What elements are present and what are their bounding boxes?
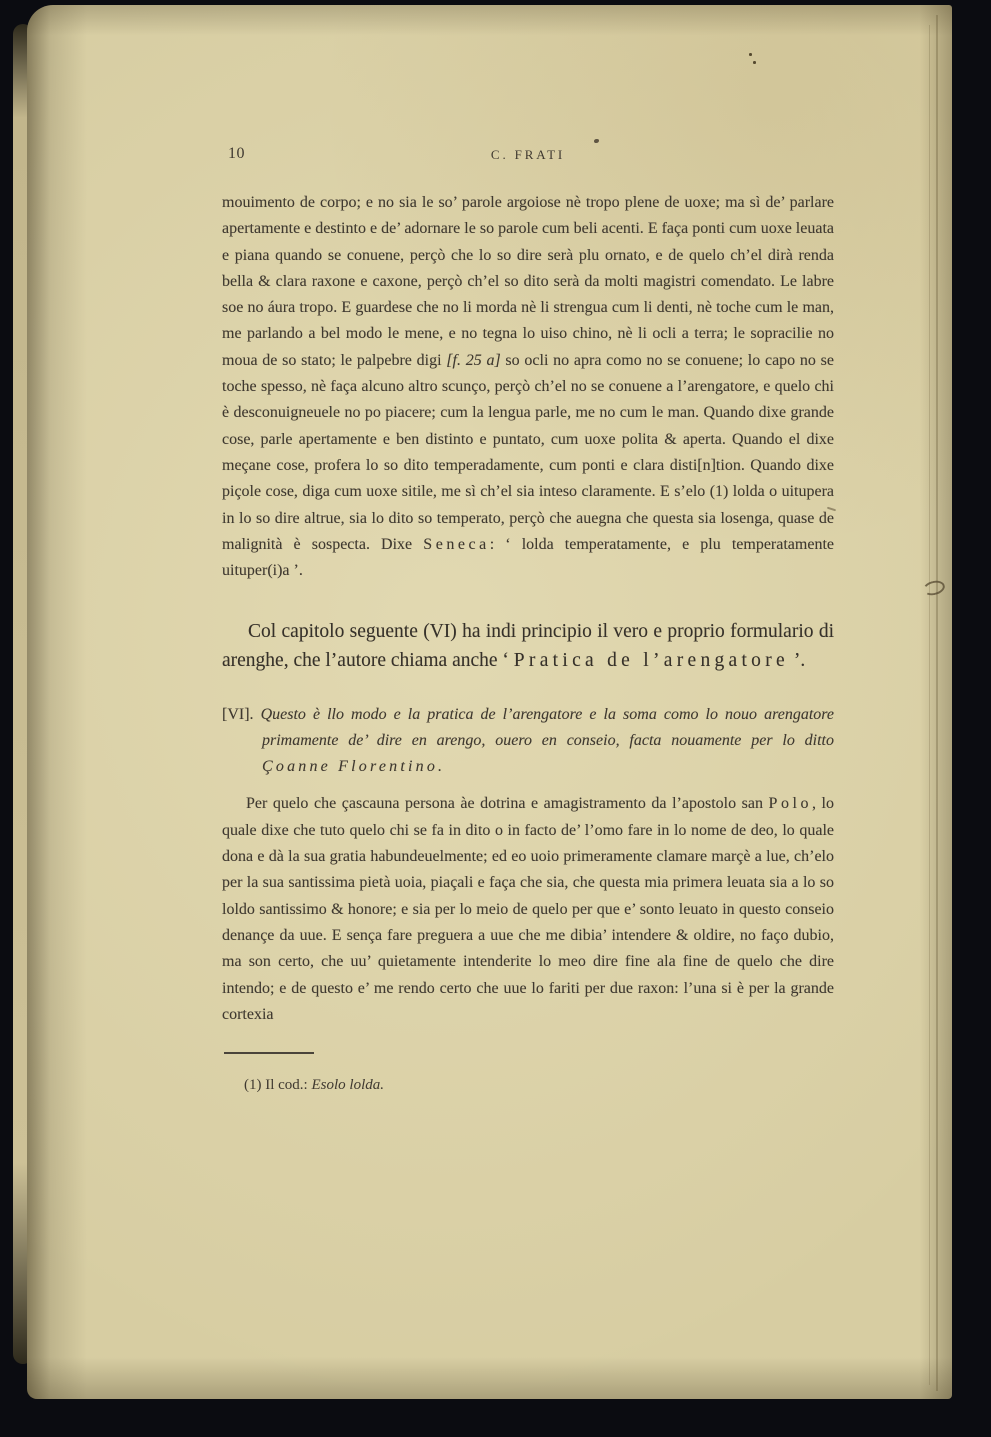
dust-specks [749,53,759,67]
text-segment: Per quelo che çascauna persona àe dotrina e amagistramento da l’apostolo san [246,795,769,813]
ink-speck [594,139,599,143]
text-column [222,145,834,1097]
text-segment: Esolo lolda. [311,1076,384,1093]
page-edge-mark [922,579,947,598]
text-segment: so ocli no apra como no se conuene; lo capo no se toche spesso, nè faça alcuno altro scunço, perçò ch’el no se conuene a l’arengatore, e quelo chi è desconuigneuele no po piacere; cum la lengua parle, me no cum le man. Quando dixe grande cose, parle apertamente e ben distinto e puntato, cum uoxe polita & aperta. Quando el dixe meçane cose, profera lo so dito temperadamente, cum ponti e clara disti[n]tion. Quando dixe piçole cose, diga cum uoxe sitile, me sì ch’el sia inteso claramente. E s’elo (1) lolda o uitupera in lo so dire altrue, sia lo dito so temperato, perçò che auegna che questa sia losenga, quase de malignità è sospecta. Dixe [222,351,834,553]
text-segment: ’. [788,650,806,672]
rubric-paragraph [222,702,834,780]
running-head: C. FRATI [490,147,566,162]
page-header [222,145,834,167]
text-segment: Polo [768,795,812,813]
text-segment: (1) Il cod.: [244,1076,312,1093]
text-segment: Col capitolo seguente (VI) ha indi principio il vero e proprio formulario di arenghe, che l’autore chiama anche ‘ [222,621,834,672]
paragraphs-container [222,190,834,1028]
text-segment: [VI]. [222,706,261,724]
text-segment: Çoanne Florentino [262,758,439,776]
page-fore-edge-line-inner [929,25,930,1385]
text-segment: mouimento de corpo; e no sia le so’ parole argoiose nè tropo plene de uoxe; ma sì de’ parlare apertamente e destinto e de’ adornare le so parole cum beli acenti. E faça ponti cum uoxe leuata e piana quando se conuene, perçò che lo so dire serà plu ornato, e de quelo ch’el dirà renda bella & clara raxone e caxone, perçò ch’el so dito serà da molti magistri comendato. Le labre soe no áura tropo. E guardese che no li morda nè li strengua cum li denti, nè toche cum le man, me parlando a bel modo le mene, e no tegna lo uiso chino, nè li ocli a terra; le sopracilie no moua de so stato; le palpebre digi [222,194,834,369]
page-fore-edge-line [936,15,938,1391]
footnote-rule [224,1052,314,1054]
text-segment: Questo è llo modo e la pratica de l’arengatore e la soma como lo nouo arengatore primamente de’ dire en arengo, ouero en conseio, facta nouamente per lo ditto [260,706,834,750]
page-number: 10 [228,145,245,162]
text-segment: Pratica de l’arengatore [513,650,789,672]
text-segment: . [438,758,443,776]
text-segment: Seneca [423,535,490,553]
body-paragraph-2 [222,791,834,1028]
intro-paragraph [222,617,834,675]
book-page [27,5,952,1399]
text-segment: , lo quale dixe che tuto quelo chi se fa in dito o in facto de’ l’omo fare in lo nome de deo, lo quale dona e dà la sua gratia habundeuelmente; ed eo uoio primeramente clamare marçè a lue, ch’elo per la sua santissima pietà uoia, piaçali e faça che sia, che questa mia primera leuata sia a lo so loldo santissimo & honore; e sia per lo meio de quelo per que e’ sonto leuato in questo conseio denançe da uue. E sença fare preguera a uue che me dibia’ intendere & oldire, no faço dubio, ma son certo, che uu’ quietamente intenderite lo meo dire fine ala fine de quelo che dire intendo; e de questo e’ me rendo certo che uue lo fariti per due raxon: l’una si è per la grande cortexia [222,795,834,1023]
text-segment: [f. 25 a] [446,351,501,369]
text-segment: : ‘ lolda temperatamente, e plu temperatamente uituper(i)a ’. [222,535,835,580]
footnote [222,1073,834,1097]
body-paragraph-1 [222,190,834,584]
